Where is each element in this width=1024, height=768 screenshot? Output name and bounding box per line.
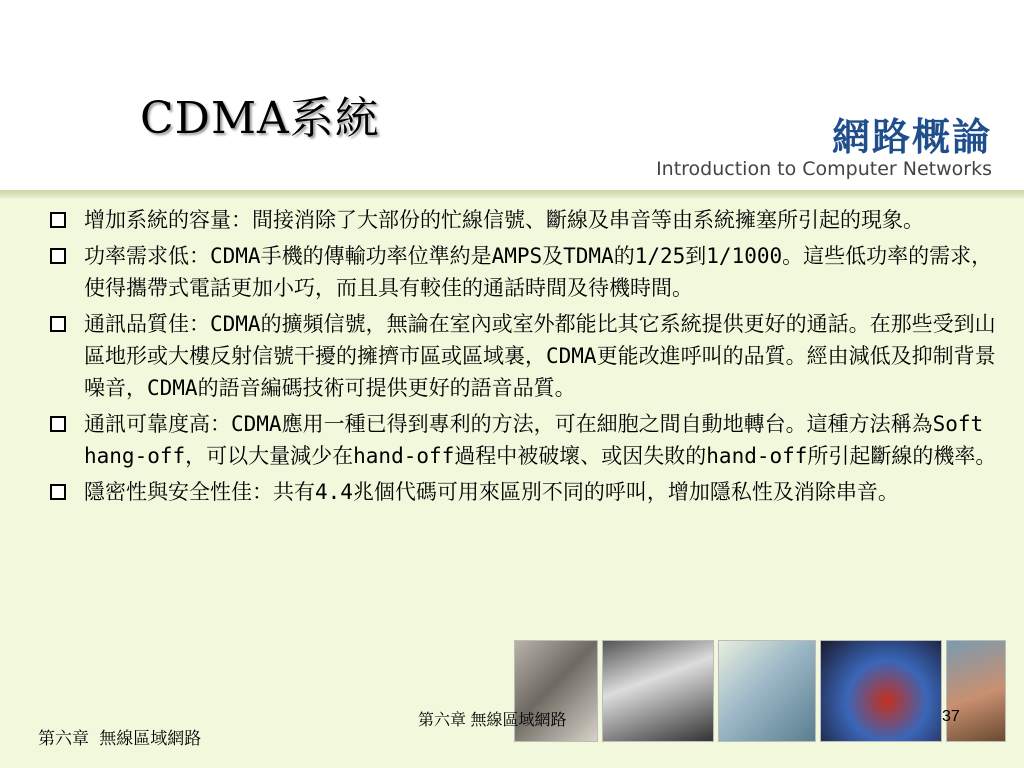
laptop-photo [602,640,714,742]
bullet-text: 通訊可靠度高：CDMA應用一種已得到專利的方法，可在細胞之間自動地轉台。這種方法稱為Soft hang-off，可以大量減少在hand-off過程中被破壞、或因失敗的hand-off所引起斷線的機率。 [84,412,997,468]
bullet-item [48,476,1008,508]
square-bullet-icon [50,212,66,228]
smiling-person-photo [946,640,1006,742]
bullet-item [48,240,1008,304]
bullet-text: 隱密性與安全性佳：共有4.4兆個代碼可用來區別不同的呼叫，增加隱私性及消除串音。 [84,480,899,504]
cable-connector-photo [820,640,942,742]
bullet-list [48,204,1008,512]
bullet-text: 增加系統的容量：間接消除了大部份的忙線信號、斷線及串音等由系統擁塞所引起的現象。 [84,208,924,232]
footer-chapter-center: 第六章 無線區域網路 [418,712,567,729]
bullet-item [48,308,1008,404]
bullet-item [48,204,1008,236]
header-divider [0,190,1024,198]
bullet-text: 通訊品質佳：CDMA的擴頻信號，無論在室內或室外都能比其它系統提供更好的通話。在那些受到山區地形或大樓反射信號干擾的擁擠市區或區域裏，CDMA更能改進呼叫的品質。經由減低及抑制背景噪音，CDMA的語音編碼技術可提供更好的語音品質。 [84,312,996,400]
square-bullet-icon [50,248,66,264]
footer-chapter-left: 第六章 無線區域網路 [38,729,202,749]
network-device-photo [718,640,816,742]
logo-title-cn: 網路概論 [831,115,992,159]
logo-title-en: Introduction to Computer Networks [656,158,992,180]
square-bullet-icon [50,484,66,500]
photo-strip [514,640,1004,742]
square-bullet-icon [50,416,66,432]
page-number: 37 [942,708,960,725]
bullet-text: 功率需求低：CDMA手機的傳輸功率位準約是AMPS及TDMA的1/25到1/1000。這些低功率的需求，使得攜帶式電話更加小巧，而且具有較佳的通話時間及待機時間。 [84,244,993,300]
course-logo [600,100,1010,190]
square-bullet-icon [50,316,66,332]
slide-title: CDMA系統 [140,93,380,144]
bullet-item [48,408,1008,472]
